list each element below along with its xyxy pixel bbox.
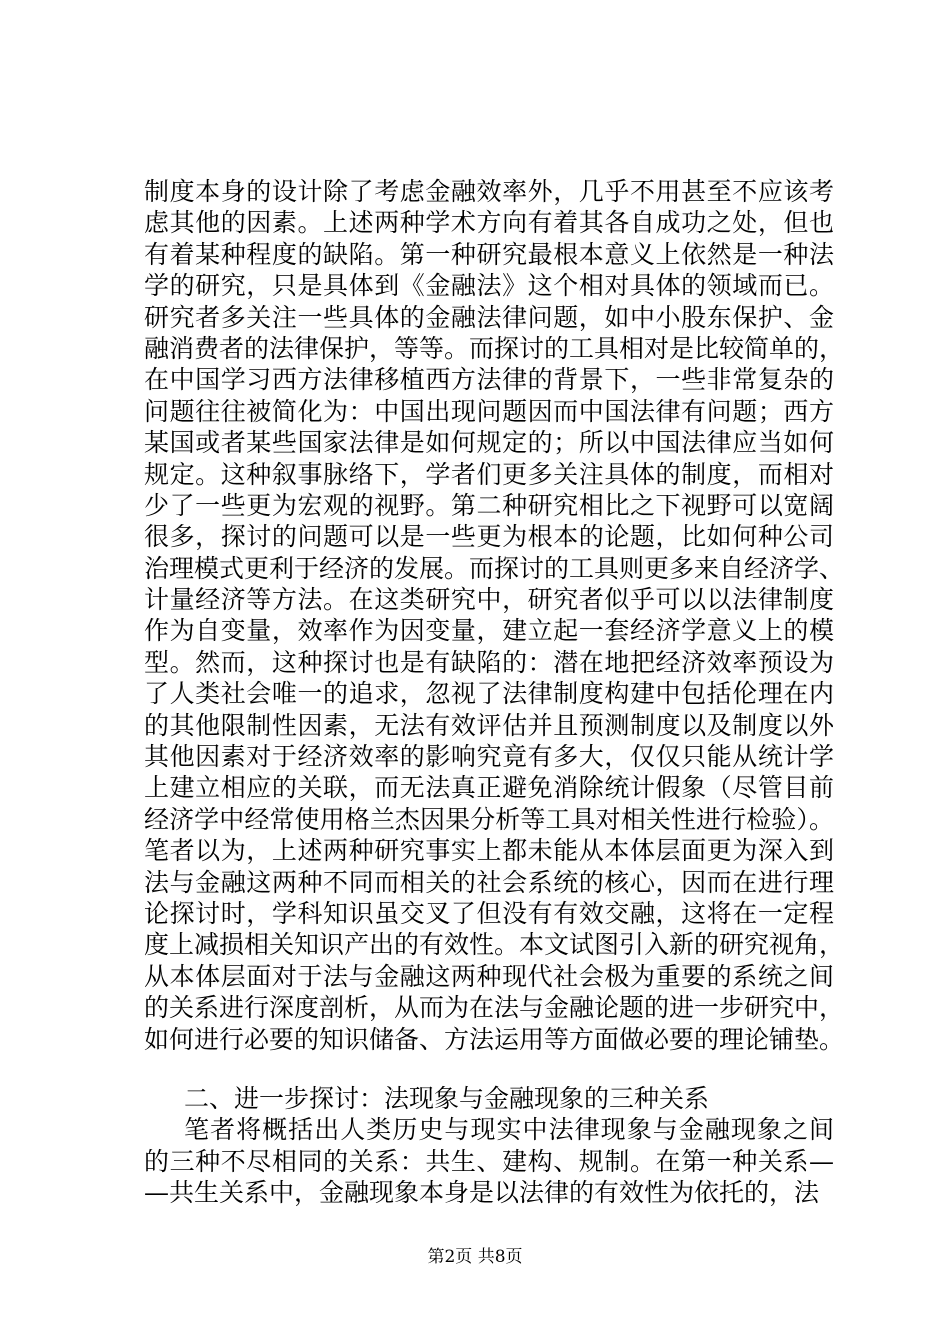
text-line: 学的研究，只是具体到《金融法》这个相对具体的领域而已。 [144,271,834,301]
text-line: 问题往往被简化为：中国出现问题因而中国法律有问题；西方 [144,396,834,426]
text-line: 很多，探讨的问题可以是一些更为根本的论题，比如何种公司 [144,522,834,552]
text-line: 的其他限制性因素，无法有效评估并且预测制度以及制度以外 [144,710,834,740]
text-line: 的关系进行深度剖析，从而为在法与金融论题的进一步研究中， [144,993,845,1023]
text-line: 计量经济等方法。在这类研究中，研究者似乎可以以法律制度 [144,585,834,615]
text-line: 少了一些更为宏观的视野。第二种研究相比之下视野可以宽阔 [144,490,834,520]
text-line: 了人类社会唯一的追求，忽视了法律制度构建中包括伦理在内 [144,679,834,709]
text-line: 某国或者某些国家法律是如何规定的；所以中国法律应当如何 [144,428,834,458]
paragraph-1 [144,176,845,1055]
text-line: 笔者以为，上述两种研究事实上都未能从本体层面更为深入到 [144,836,834,866]
text-line: 度上减损相关知识产出的有效性。本文试图引入新的研究视角， [144,930,845,960]
text-line: 上建立相应的关联，而无法真正避免消除统计假象（尽管目前 [144,773,834,803]
text-line: 其他因素对于经济效率的影响究竟有多大，仅仅只能从统计学 [144,742,834,772]
text-line: 研究者多关注一些具体的金融法律问题，如中小股东保护、金 [144,302,834,332]
text-line: 如何进行必要的知识储备、方法运用等方面做必要的理论铺垫。 [144,1024,845,1054]
text-line: 经济学中经常使用格兰杰因果分析等工具对相关性进行检验）。 [144,804,834,834]
text-line: 型。然而，这种探讨也是有缺陷的：潜在地把经济效率预设为 [144,647,834,677]
text-line: 虑其他的因素。上述两种学术方向有着其各自成功之处，但也 [144,208,834,238]
text-line: 有着某种程度的缺陷。第一种研究最根本意义上依然是一种法 [144,239,834,269]
page-footer: 第2页 共8页 [427,1247,523,1267]
text-line: 论探讨时，学科知识虽交叉了但没有有效交融，这将在一定程 [144,898,834,928]
text-line: 作为自变量，效率作为因变量，建立起一套经济学意义上的模 [144,616,834,646]
text-line: —共生关系中，金融现象本身是以法律的有效性为依托的，法 [144,1178,820,1208]
body-text [144,176,845,1209]
paragraph-gap [144,1055,834,1083]
text-line: 规定。这种叙事脉络下，学者们更多关注具体的制度，而相对 [144,459,834,489]
text-line: 笔者将概括出人类历史与现实中法律现象与金融现象之间 [184,1115,834,1145]
text-line: 在中国学习西方法律移植西方法律的背景下，一些非常复杂的 [144,365,834,395]
text-line: 治理模式更利于经济的发展。而探讨的工具则更多来自经济学、 [144,553,845,583]
text-line: 制度本身的设计除了考虑金融效率外，几乎不用甚至不应该考 [144,177,834,206]
section-heading: 二、进一步探讨：法现象与金融现象的三种关系 [184,1083,710,1113]
text-line: 融消费者的法律保护，等等。而探讨的工具相对是比较简单的， [144,333,845,363]
text-line: 从本体层面对于法与金融这两种现代社会极为重要的系统之间 [144,961,834,991]
paragraph-2 [144,1114,834,1208]
text-line: 法与金融这两种不同而相关的社会系统的核心，因而在进行理 [144,867,834,897]
text-line: 的三种不尽相同的关系：共生、建构、规制。在第一种关系— [144,1146,834,1176]
